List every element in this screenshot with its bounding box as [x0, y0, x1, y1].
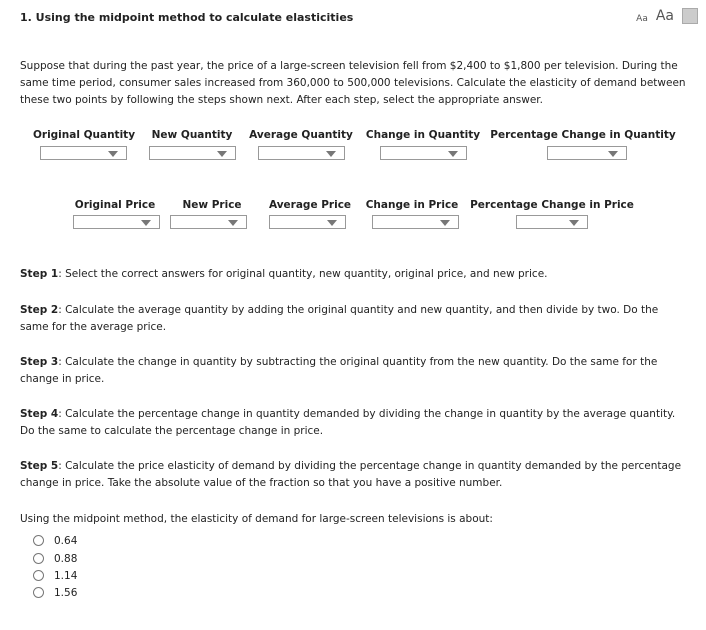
font-small-button[interactable]: Aa — [636, 14, 648, 24]
label-pct-change-price: Percentage Change in Price — [470, 199, 634, 211]
question-text: Using the midpoint method, the elasticity of demand for large-screen televisions is about: — [20, 513, 493, 525]
radio-icon[interactable] — [33, 587, 44, 598]
radio-icon[interactable] — [33, 570, 44, 581]
step-2: Step 2: Calculate the average quantity by adding the original quantity and new quantity, and then divide by two. Do the same for the average price. — [20, 304, 659, 333]
option-0-64[interactable]: 0.64 — [33, 535, 77, 552]
radio-icon[interactable] — [33, 553, 44, 564]
step-3: Step 3: Calculate the change in quantity by subtracting the original quantity from the new quantity. Do the same for the change in price. — [20, 356, 658, 385]
average-price-select[interactable] — [269, 215, 346, 229]
step-4: Step 4: Calculate the percentage change in quantity demanded by dividing the change in quantity by the average quantity. Do the same to calculate the percentage change in price. — [20, 408, 676, 437]
toolbar — [636, 8, 698, 24]
original-quantity-select[interactable] — [40, 146, 127, 160]
change-quantity-select[interactable] — [380, 146, 467, 160]
new-quantity-select[interactable] — [149, 146, 236, 160]
pct-change-quantity-select[interactable] — [547, 146, 627, 160]
average-quantity-select[interactable] — [258, 146, 345, 160]
label-change-quantity: Change in Quantity — [365, 129, 481, 141]
label-original-quantity: Original Quantity — [32, 129, 136, 141]
label-new-price: New Price — [182, 199, 242, 211]
step-1: Step 1: Select the correct answers for original quantity, new quantity, original price, and new price. — [20, 268, 548, 280]
label-new-quantity: New Quantity — [151, 129, 233, 141]
step-5: Step 5: Calculate the price elasticity of demand by dividing the percentage change in quantity demanded by the percentage change in price. Take the absolute value of the fraction so that you have a positive number. — [20, 460, 682, 489]
option-1-14[interactable]: 1.14 — [33, 570, 77, 587]
label-average-quantity: Average Quantity — [249, 129, 353, 141]
print-icon[interactable] — [682, 8, 698, 24]
option-0-88[interactable]: 0.88 — [33, 553, 77, 570]
original-price-select[interactable] — [73, 215, 160, 229]
font-large-button[interactable]: Aa — [655, 8, 674, 24]
label-original-price: Original Price — [74, 199, 156, 211]
change-price-select[interactable] — [372, 215, 459, 229]
label-pct-change-quantity: Percentage Change in Quantity — [490, 129, 676, 141]
label-change-price: Change in Price — [365, 199, 459, 211]
pct-change-price-select[interactable] — [516, 215, 588, 229]
label-average-price: Average Price — [268, 199, 352, 211]
radio-icon[interactable] — [33, 535, 44, 546]
intro-text: Suppose that during the past year, the price of a large-screen television fell from $2,400 to $1,800 per television. During the same time period, consumer sales increased from 360,000 to 500,000 televisions. Calculate the elasticity of demand between these two points by following the steps shown next. After each step, select the appropriate answer. — [20, 60, 686, 106]
option-1-56[interactable]: 1.56 — [33, 587, 77, 604]
new-price-select[interactable] — [170, 215, 247, 229]
question-title: 1. Using the midpoint method to calculate elasticities — [20, 11, 354, 24]
